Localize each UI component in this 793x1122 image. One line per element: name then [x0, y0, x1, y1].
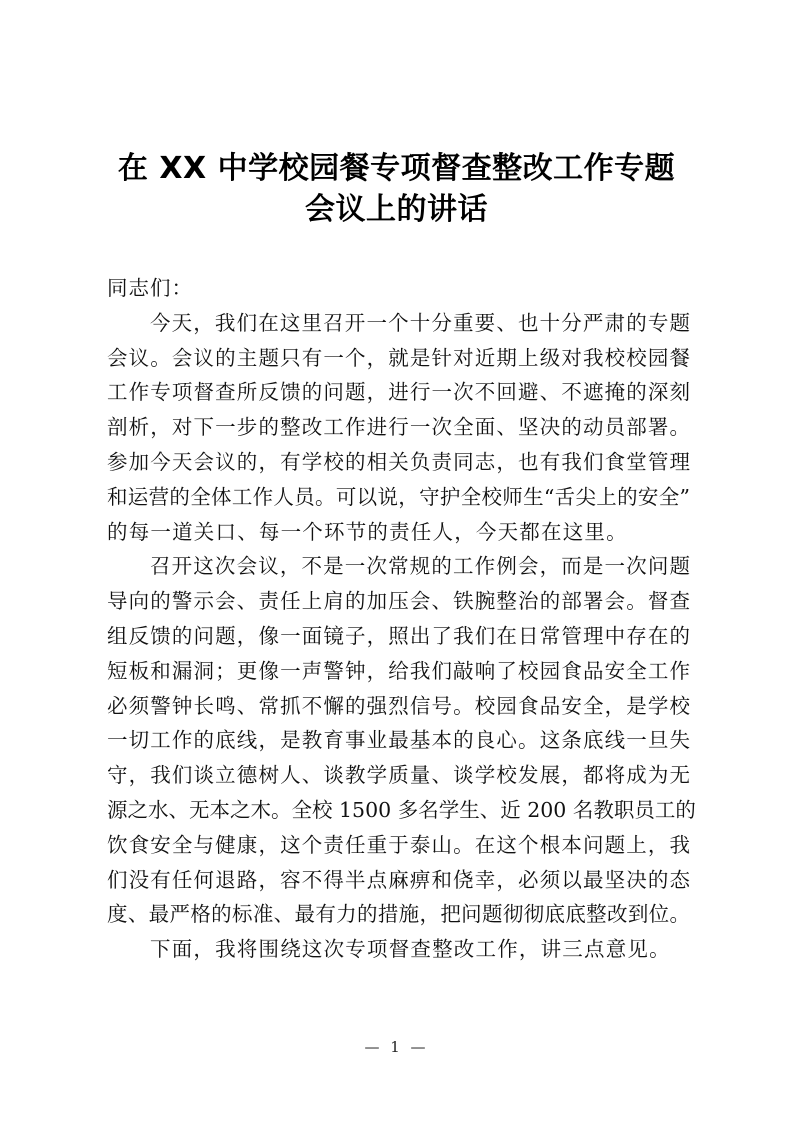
- text-line: 导向的警示会、责任上肩的加压会、铁腕整治的部署会。督查: [107, 589, 690, 614]
- title-line-2: 会议上的讲话: [305, 192, 488, 227]
- paragraph-2: [107, 549, 696, 932]
- text-line: 剖析，对下一步的整改工作进行一次全面、坚决的动员部署。: [107, 415, 690, 440]
- text-line: 召开这次会议，不是一次常规的工作例会，而是一次问题: [150, 554, 690, 579]
- page-number: — 1 —: [364, 1038, 429, 1056]
- text-line: 度、最严格的标准、最有力的措施，把问题彻彻底底整改到位。: [107, 902, 690, 927]
- text-line: 守，我们谈立德树人、谈教学质量、谈学校发展，都将成为无: [107, 763, 690, 788]
- text-line: 短板和漏洞；更像一声警钟，给我们敲响了校园食品安全工作: [107, 658, 690, 683]
- text-line: 会议。会议的主题只有一个，就是针对近期上级对我校校园餐: [107, 345, 690, 370]
- text-line: 工作专项督查所反馈的问题，进行一次不回避、不遮掩的深刻: [107, 380, 690, 405]
- title-line-1: 在 XX 中学校园餐专项督查整改工作专题: [117, 151, 676, 186]
- text-line: 和运营的全体工作人员。可以说，守护全校师生“舌尖上的安全”: [107, 484, 690, 509]
- text-line: 饮食安全与健康，这个责任重于泰山。在这个根本问题上，我: [107, 832, 690, 857]
- document-body: [107, 271, 696, 967]
- text-line: 下面，我将围绕这次专项督查整改工作，讲三点意见。: [150, 937, 671, 962]
- salutation: 同志们：: [107, 276, 193, 300]
- text-line: 们没有任何退路，容不得半点麻痹和侥幸，必须以最坚决的态: [107, 867, 690, 892]
- text-line: 今天，我们在这里召开一个十分重要、也十分严肃的专题: [150, 310, 690, 335]
- text-line: 的每一道关口、每一个环节的责任人，今天都在这里。: [107, 519, 628, 544]
- paragraph-3: [107, 932, 690, 967]
- text-line: 源之水、无本之木。全校 1500 多名学生、近 200 名教职员工的: [107, 797, 696, 822]
- paragraph-1: [107, 306, 690, 550]
- document-title: [80, 148, 713, 230]
- text-line: 一切工作的底线，是教育事业最基本的良心。这条底线一旦失: [107, 728, 690, 753]
- text-line: 组反馈的问题，像一面镜子，照出了我们在日常管理中存在的: [107, 623, 690, 648]
- text-line: 参加今天会议的，有学校的相关负责同志，也有我们食堂管理: [107, 449, 690, 474]
- text-line: 必须警钟长鸣、常抓不懈的强烈信号。校园食品安全，是学校: [107, 693, 690, 718]
